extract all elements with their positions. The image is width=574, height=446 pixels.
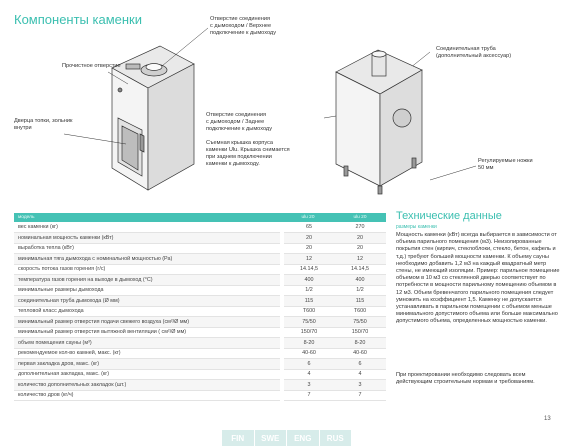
table-cell-value: 400 [334,275,386,286]
table-cell-value: 8-20 [334,338,386,349]
table-cell-value: 12 [282,254,334,265]
table-cell-value: 4 [282,369,334,380]
tech-body: Мощность каменки (кВт) всегда выбирается в зависимости от объема парильного помещения (м3). Неизолированные покрытия стен (кирпич, стеклоблоки, стекло, бетон, кафель и т.д.) требуют большей мощности каменки. К объему сауны необходимо добавить 1,2 м3 на каждый квадратный метр стены, не имеющий изоляции. Пример: парильное помещение объемом в 10 м3 со стеклянной дверью соответствует по потребности в мощности парильному помещению объемом в 12 м3. Объем бревенчатого парильного помещения следует умножить на коэффициент 1,5. Каменку не допускается устанавливать в парильном помещении с объемом меньше минимального допустимого объема или больше максимально допустимого объема, определенных мощностью каменки. [396,232,560,325]
table-cell-label: соединительная труба дымохода (Ø мм) [14,296,282,307]
table-row [14,233,386,244]
table-cell-value: 40-60 [334,348,386,359]
table-cell-value: 14.14,5 [334,264,386,275]
left-leader-lines [0,0,574,210]
table-row [14,338,386,349]
table-row [14,254,386,265]
table-row [14,264,386,275]
table-cell-value: 7 [334,390,386,401]
table-cell-value: 150/70 [282,327,334,338]
table-cell-label: минимальный размер отверстия подачи свежего воздуха (см²/Ø мм) [14,317,282,328]
table-cell-value: 12 [334,254,386,265]
table-row [14,359,386,370]
callout-rear-smoke: Отверстие соединения с дымоходом / Заднее подключение к дымоходу [206,112,272,132]
table-cell-value: 20 [282,233,334,244]
table-cell-value: 1/2 [282,285,334,296]
tech-body-2: При проектировании необходимо следовать всем действующим строительным нормам и требованиям. [396,372,535,386]
callout-cover: Съемная крышка корпуса каменки Ulu. Крышка снимается при заднем подключении каменки к дымоходу. [206,140,290,167]
callout-cleaning-hole: Прочистное отверстие [62,63,121,69]
page-number: 13 [544,416,551,422]
table-row [14,285,386,296]
table-cell-value: 400 [282,275,334,286]
table-row [14,327,386,338]
table-cell-value: 20 [334,243,386,254]
table-cell-label: температура газов горения на выходе в дымоход (°C) [14,275,282,286]
table-cell-label: количество дополнительных закладок (шт.) [14,380,282,391]
table-cell-value: 40-60 [282,348,334,359]
table-cell-value: 7 [282,390,334,401]
table-cell-label: первая закладка дров, макс. (кг) [14,359,282,370]
table-row [14,369,386,380]
table-cell-label: минимальные размеры дымохода [14,285,282,296]
callout-adjustable-legs: Регулируемые ножки 50 мм [478,158,533,171]
table-row [14,348,386,359]
table-cell-label: объем помещения сауны (м³) [14,338,282,349]
table-cell-value: 65 [282,222,334,233]
tech-title: Технические данные [396,210,502,222]
table-cell-value: 4 [334,369,386,380]
table-cell-value: 115 [282,296,334,307]
table-cell-value: T600 [334,306,386,317]
table-row [14,317,386,328]
lang-fin[interactable]: FIN [222,430,255,446]
callout-smoke-top: Отверстие соединения с дымоходом / Верхнее подключение к дымоходу [210,16,276,36]
table-cell-value: 115 [334,296,386,307]
table-cell-value: 6 [282,359,334,370]
callout-connecting-pipe: Соединительная труба (дополнительный аксессуар) [436,46,512,59]
table-cell-label: вес каменки (кг) [14,222,282,233]
table-cell-label: минимальная тяга дымохода с номинальной мощностью (Ра) [14,254,282,265]
table-cell-value: 1/2 [334,285,386,296]
table-cell-value: 270 [334,222,386,233]
section-title: Компоненты каменки [14,12,143,27]
table-cell-label: скорость потока газов горения (г/с) [14,264,282,275]
table-header-col2: ulu 20 [334,213,386,222]
callout-firebox-door: Дверца топки, зольник внутри [14,118,73,131]
table-header-model: модель [14,213,282,222]
table-row [14,390,386,401]
table-row [14,243,386,254]
table-cell-value: 3 [282,380,334,391]
table-cell-value: 20 [282,243,334,254]
table-cell-value: 14.14,5 [282,264,334,275]
table-cell-value: 75/50 [334,317,386,328]
lang-eng[interactable]: ENG [287,430,320,446]
table-row [14,380,386,391]
table-cell-value: 20 [334,233,386,244]
table-cell-value: T600 [282,306,334,317]
table-cell-label: номинальная мощность каменки (кВт) [14,233,282,244]
table-cell-label: минимальный размер отверстия вытяжной вентиляции ( см²/Ø мм) [14,327,282,338]
table-cell-label: количество дров (кг/ч) [14,390,282,401]
table-cell-value: 8-20 [282,338,334,349]
table-cell-value: 3 [334,380,386,391]
table-cell-value: 75/50 [282,317,334,328]
table-cell-value: 6 [334,359,386,370]
table-cell-label: выработка тепла (кВт) [14,243,282,254]
table-row [14,275,386,286]
specs-table [14,213,386,401]
tech-subtitle: размеры каменки [396,224,437,230]
language-bar [222,430,352,446]
table-row [14,296,386,307]
table-cell-label: рекомендуемое кол-во камней, макс. (кг) [14,348,282,359]
table-header-col1: ulu 20 [282,213,334,222]
lang-rus[interactable]: RUS [320,430,353,446]
table-cell-value: 150/70 [334,327,386,338]
table-header-row [14,213,386,222]
table-cell-label: тепловой класс дымохода [14,306,282,317]
table-row [14,306,386,317]
stove-rear-illustration [322,40,432,200]
table-row [14,222,386,233]
table-cell-label: дополнительная закладка, макс. (кг) [14,369,282,380]
lang-swe[interactable]: SWE [255,430,288,446]
